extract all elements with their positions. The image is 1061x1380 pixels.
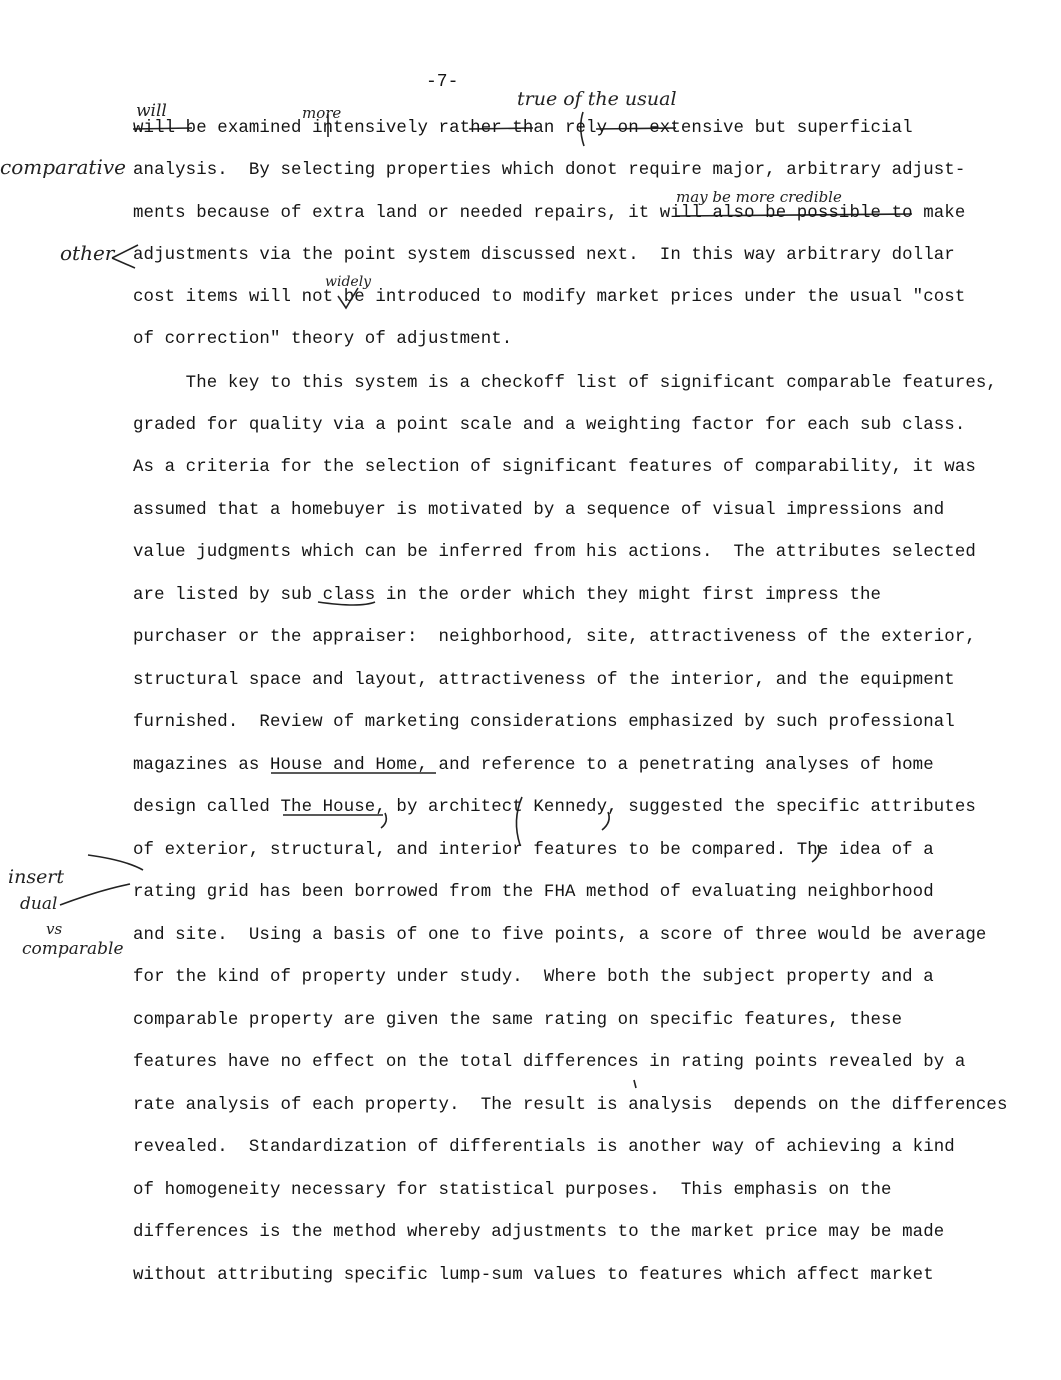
text-line-8: graded for quality via a point scale and a weighting factor for each sub class. [133, 416, 966, 435]
text-line-27: differences is the method whereby adjustments to the market price may be made [133, 1223, 945, 1242]
handwritten-dual: dual [20, 894, 58, 914]
handwritten-insert: insert [8, 866, 65, 888]
bracket-insert [60, 855, 143, 905]
text-line-15: furnished. Review of marketing considerations emphasized by such professional [133, 713, 955, 732]
text-line-19: rating grid has been borrowed from the FHA method of evaluating neighborhood [133, 883, 934, 902]
text-line-20: and site. Using a basis of one to five points, a score of three would be average [133, 926, 987, 945]
handwritten-widely: widely [325, 274, 372, 290]
text-line-6: of correction" theory of adjustment. [133, 330, 513, 349]
text-line-26: of homogeneity necessary for statistical purposes. This emphasis on the [133, 1181, 892, 1200]
handwritten-may-be-more-credible: may be more credible [676, 188, 842, 206]
handwritten-vs: vs [46, 920, 63, 938]
text-line-2: analysis. By selecting properties which donot require major, arbitrary adjust- [133, 161, 966, 180]
handwritten-comparable: comparable [22, 939, 124, 959]
handwritten-more: more [302, 104, 342, 122]
tick-analysis [634, 1080, 636, 1088]
text-line-14: structural space and layout, attractiveness of the interior, and the equipment [133, 671, 955, 690]
handwritten-true-of-the-usual: true of the usual [517, 88, 677, 110]
text-line-4: adjustments via the point system discussed next. In this way arbitrary dollar [133, 246, 955, 265]
text-line-23: features have no effect on the total differences in rating points revealed by a [133, 1053, 966, 1072]
text-line-16: magazines as House and Home, and reference to a penetrating analyses of home [133, 756, 934, 775]
text-line-13: purchaser or the appraiser: neighborhood, site, attractiveness of the exterior, [133, 628, 976, 647]
text-line-3: ments because of extra land or needed repairs, it will also be possible to make [133, 204, 966, 223]
text-line-5: cost items will not be introduced to modify market prices under the usual "cost [133, 288, 966, 307]
text-line-11: value judgments which can be inferred from his actions. The attributes selected [133, 543, 976, 562]
text-line-17: design called The House, by architect Kennedy, suggested the specific attributes [133, 798, 976, 817]
handwritten-other: other [60, 241, 115, 265]
text-line-10: assumed that a homebuyer is motivated by a sequence of visual impressions and [133, 501, 945, 520]
text-line-21: for the kind of property under study. Where both the subject property and a [133, 968, 934, 987]
handwritten-will: will [136, 101, 167, 121]
text-line-7: The key to this system is a checkoff list of significant comparable features, [133, 374, 997, 393]
text-line-28: without attributing specific lump-sum values to features which affect market [133, 1266, 934, 1285]
text-line-12: are listed by sub class in the order which they might first impress the [133, 586, 882, 605]
handwritten-comparative: comparative [0, 155, 126, 179]
text-line-22: comparable property are given the same rating on specific features, these [133, 1011, 903, 1030]
text-line-25: revealed. Standardization of differentials is another way of achieving a kind [133, 1138, 955, 1157]
text-line-9: As a criteria for the selection of significant features of comparability, it was [133, 458, 976, 477]
text-line-1: will be examined intensively rather than rely on extensive but superficial [133, 119, 913, 138]
text-line-24: rate analysis of each property. The result is analysis depends on the differences [133, 1096, 1008, 1115]
page-number: -7- [426, 72, 459, 92]
text-line-18: of exterior, structural, and interior features to be compared. The idea of a [133, 841, 934, 860]
